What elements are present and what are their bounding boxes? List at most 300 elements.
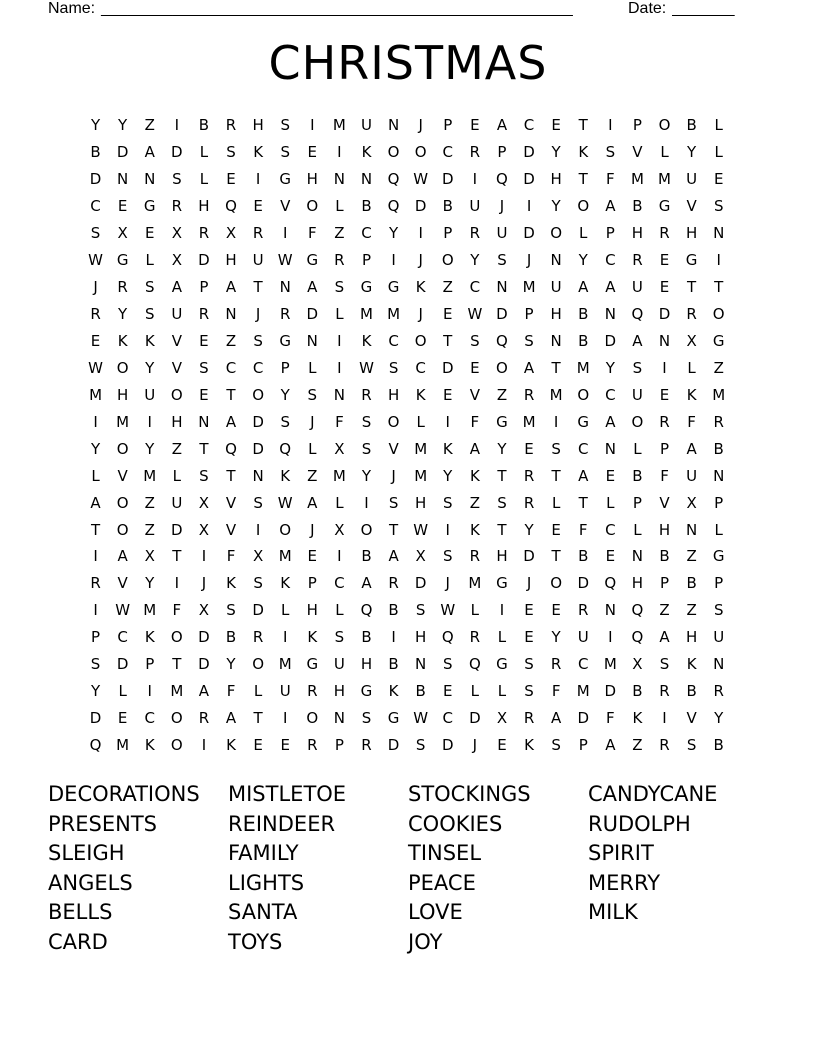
grid-letter: K (144, 628, 155, 647)
grid-letter: I (337, 331, 342, 350)
grid-letter: L (199, 143, 209, 162)
grid-letter: Z (469, 493, 480, 512)
grid-letter: M (414, 439, 428, 458)
grid-letter: C (577, 439, 589, 458)
grid-letter: I (391, 628, 396, 647)
grid-letter: F (606, 170, 615, 189)
grid-letter: P (659, 439, 670, 458)
grid-letter: U (631, 278, 643, 297)
word-list-item: RUDOLPH (588, 811, 691, 836)
grid-letter: K (226, 574, 236, 593)
grid-letter: O (577, 197, 590, 216)
grid-letter: Q (496, 331, 508, 350)
grid-letter: G (685, 251, 698, 270)
grid-letter: B (578, 547, 589, 566)
grid-letter: O (414, 143, 427, 162)
grid-letter: X (334, 439, 345, 458)
grid-letter: T (226, 385, 236, 404)
grid-letter: R (252, 224, 264, 243)
grid-letter: L (470, 682, 480, 701)
grid-letter: M (522, 412, 536, 431)
grid-letter: L (91, 466, 100, 485)
grid-letter: Z (713, 358, 724, 377)
grid-letter: P (443, 224, 453, 243)
grid-letter: I (337, 547, 342, 566)
grid-letter: K (469, 466, 480, 485)
grid-letter: V (686, 709, 697, 728)
grid-letter: Q (387, 197, 400, 216)
grid-letter: N (685, 520, 698, 539)
word-list-item: ANGELS (48, 870, 133, 895)
grid-letter: J (391, 466, 396, 485)
grid-letter: A (198, 682, 210, 701)
grid-letter: J (472, 736, 478, 755)
grid-letter: E (524, 628, 534, 647)
grid-letter: S (361, 709, 372, 728)
grid-letter: Z (686, 547, 697, 566)
grid-letter: Y (687, 143, 697, 162)
grid-letter: I (337, 143, 342, 162)
grid-letter: W (277, 251, 293, 270)
grid-letter: N (658, 331, 671, 350)
grid-letter: S (659, 655, 670, 674)
grid-letter: I (93, 412, 98, 431)
grid-letter: I (662, 709, 667, 728)
grid-letter: L (308, 439, 317, 458)
grid-letter: S (524, 331, 534, 350)
grid-letter: I (310, 116, 315, 135)
grid-letter: N (387, 116, 400, 135)
grid-letter: I (553, 412, 559, 431)
grid-letter: N (550, 331, 562, 350)
grid-letter: W (413, 709, 429, 728)
grid-letter: I (255, 520, 261, 539)
grid-letter: G (658, 197, 671, 216)
grid-letter: S (334, 278, 345, 297)
grid-letter: A (171, 278, 182, 297)
grid-letter: I (472, 170, 478, 189)
grid-letter: Y (118, 116, 128, 135)
grid-letter: X (198, 493, 210, 512)
grid-letter: M (414, 466, 428, 485)
word-list-item: PRESENTS (48, 811, 157, 836)
grid-letter: D (171, 520, 183, 539)
page-title: CHRISTMAS (268, 36, 548, 90)
grid-letter: P (714, 574, 724, 593)
grid-letter: L (118, 682, 127, 701)
grid-letter: L (497, 682, 507, 701)
grid-letter: U (686, 466, 698, 485)
grid-letter: R (90, 574, 101, 593)
grid-letter: I (174, 574, 180, 593)
grid-letter: T (578, 170, 588, 189)
grid-letter: C (388, 331, 399, 350)
grid-letter: E (307, 547, 318, 566)
grid-letter: W (277, 493, 293, 512)
date-label: Date: (628, 0, 667, 17)
word-list-item: LOVE (408, 900, 463, 925)
grid-letter: K (578, 143, 589, 162)
grid-letter: O (116, 520, 129, 539)
grid-letter: N (279, 278, 291, 297)
grid-letter: S (253, 331, 263, 350)
grid-letter: E (199, 385, 209, 404)
grid-letter: P (632, 116, 642, 135)
grid-letter: M (143, 466, 157, 485)
grid-letter: Q (631, 305, 644, 324)
grid-letter: M (468, 574, 482, 593)
grid-letter: R (198, 305, 210, 324)
grid-letter: I (255, 170, 261, 189)
grid-letter: C (605, 520, 616, 539)
grid-letter: A (686, 439, 697, 458)
grid-letter: A (578, 466, 589, 485)
grid-letter: Z (496, 385, 508, 404)
grid-letter: L (145, 251, 154, 270)
word-list-item: REINDEER (228, 811, 336, 836)
grid-letter: Y (118, 305, 128, 324)
grid-letter: Y (524, 520, 534, 539)
grid-letter: D (496, 305, 508, 324)
grid-letter: O (387, 143, 400, 162)
grid-letter: P (578, 736, 588, 755)
grid-letter: D (658, 305, 671, 324)
grid-letter: B (686, 574, 697, 593)
grid-letter: Z (334, 224, 345, 243)
grid-letter: L (714, 143, 723, 162)
grid-letter: R (713, 682, 724, 701)
grid-letter: O (550, 224, 563, 243)
grid-letter: Q (89, 736, 102, 755)
grid-letter: A (551, 709, 562, 728)
grid-letter: S (551, 439, 561, 458)
grid-letter: Q (279, 439, 292, 458)
grid-letter: Z (659, 601, 670, 620)
grid-letter: K (686, 385, 697, 404)
grid-letter: F (307, 224, 317, 243)
grid-letter: D (116, 143, 129, 162)
grid-letter: I (608, 628, 613, 647)
grid-letter: J (310, 520, 315, 539)
grid-letter: D (523, 170, 535, 189)
grid-letter: M (549, 385, 563, 404)
grid-letter: B (659, 547, 670, 566)
grid-letter: S (713, 601, 724, 620)
grid-letter: S (524, 682, 534, 701)
grid-letter: K (415, 278, 426, 297)
grid-letter: P (714, 493, 724, 512)
grid-letter: X (415, 547, 426, 566)
grid-letter: O (279, 520, 292, 539)
grid-letter: L (335, 601, 344, 620)
grid-letter: L (660, 143, 669, 162)
grid-letter: G (116, 251, 129, 270)
grid-letter: U (469, 197, 481, 216)
grid-letter: R (632, 251, 643, 270)
grid-letter: G (387, 709, 400, 728)
grid-letter: D (523, 224, 535, 243)
grid-letter: L (199, 170, 209, 189)
grid-letter: S (199, 358, 209, 377)
grid-letter: I (445, 412, 450, 431)
grid-letter: S (280, 412, 290, 431)
grid-letter: C (225, 358, 237, 377)
grid-letter: E (470, 358, 480, 377)
grid-letter: Y (90, 439, 101, 458)
grid-letter: E (551, 520, 561, 539)
grid-letter: K (469, 520, 480, 539)
grid-letter: S (307, 385, 318, 404)
grid-letter: Y (226, 655, 236, 674)
grid-letter: M (116, 736, 130, 755)
grid-letter: I (364, 493, 369, 512)
grid-letter: U (550, 278, 562, 297)
grid-letter: R (469, 143, 481, 162)
grid-letter: N (360, 170, 373, 189)
grid-letter: Q (631, 628, 644, 647)
grid-letter: G (577, 412, 590, 431)
grid-letter: A (225, 278, 237, 297)
date-line: _______ (672, 0, 735, 17)
grid-letter: F (226, 547, 236, 566)
grid-letter: S (470, 331, 480, 350)
grid-letter: Q (225, 197, 237, 216)
grid-letter: I (608, 116, 613, 135)
grid-letter: E (551, 601, 561, 620)
grid-letter: C (605, 251, 616, 270)
grid-letter: I (282, 628, 288, 647)
grid-letter: K (307, 628, 318, 647)
grid-letter: R (225, 116, 237, 135)
grid-letter: F (172, 601, 182, 620)
grid-letter: K (415, 385, 426, 404)
grid-letter: E (605, 466, 616, 485)
grid-letter: D (198, 251, 210, 270)
grid-letter: G (496, 655, 508, 674)
grid-letter: K (253, 143, 264, 162)
grid-letter: X (117, 224, 128, 243)
grid-letter: V (632, 143, 643, 162)
grid-letter: K (524, 736, 534, 755)
header (48, 0, 735, 18)
grid-letter: K (226, 736, 236, 755)
grid-letter: N (333, 385, 345, 404)
grid-letter: A (307, 278, 318, 297)
grid-letter: O (712, 305, 725, 324)
grid-letter: U (171, 305, 183, 324)
word-list-item: SANTA (228, 900, 298, 925)
grid-letter: L (633, 520, 642, 539)
grid-letter: K (632, 709, 643, 728)
grid-letter: H (658, 520, 671, 539)
grid-letter: H (415, 628, 427, 647)
grid-letter: L (253, 682, 263, 701)
grid-letter: K (361, 331, 372, 350)
grid-letter: D (441, 736, 454, 755)
grid-letter: M (387, 305, 401, 324)
grid-letter: A (659, 628, 670, 647)
word-list-item: TINSEL (408, 841, 482, 866)
grid-letter: J (499, 197, 505, 216)
grid-letter: R (171, 197, 183, 216)
grid-letter: S (551, 736, 561, 755)
grid-letter: Y (470, 251, 480, 270)
grid-letter: Y (551, 628, 561, 647)
grid-letter: G (306, 251, 319, 270)
grid-letter: F (606, 709, 615, 728)
grid-letter: I (201, 736, 207, 755)
grid-letter: R (90, 305, 101, 324)
grid-letter: E (117, 709, 128, 728)
grid-letter: W (467, 305, 483, 324)
grid-letter: S (415, 601, 426, 620)
grid-letter: A (90, 493, 101, 512)
grid-letter: N (631, 547, 644, 566)
grid-letter: R (361, 385, 372, 404)
grid-letter: G (279, 331, 292, 350)
grid-letter: H (415, 493, 427, 512)
grid-letter: O (170, 385, 183, 404)
grid-letter: Z (686, 601, 697, 620)
grid-letter: D (198, 655, 210, 674)
grid-letter: B (632, 682, 643, 701)
grid-letter: E (497, 736, 507, 755)
grid-letter: Q (441, 628, 454, 647)
grid-letter: G (496, 574, 508, 593)
grid-letter: I (93, 601, 98, 620)
grid-letter: X (171, 251, 182, 270)
grid-letter: G (279, 170, 292, 189)
grid-letter: A (605, 278, 616, 297)
grid-letter: U (252, 251, 264, 270)
grid-letter: E (659, 278, 670, 297)
grid-letter: D (89, 170, 102, 189)
grid-letter: V (117, 466, 128, 485)
grid-letter: S (253, 574, 263, 593)
grid-letter: Y (578, 251, 588, 270)
grid-letter: A (225, 709, 237, 728)
grid-letter: R (252, 628, 264, 647)
grid-letter: Y (388, 224, 399, 243)
grid-letter: S (144, 278, 155, 297)
grid-letter: V (171, 358, 182, 377)
grid-letter: A (361, 574, 372, 593)
grid-letter: B (442, 197, 453, 216)
grid-letter: G (712, 547, 725, 566)
grid-letter: M (576, 358, 590, 377)
grid-letter: X (686, 331, 697, 350)
grid-letter: C (144, 709, 155, 728)
grid-letter: N (333, 709, 345, 728)
grid-letter: O (306, 197, 319, 216)
grid-letter: I (716, 251, 721, 270)
grid-letter: R (279, 305, 291, 324)
grid-letter: T (388, 520, 399, 539)
grid-letter: X (171, 224, 182, 243)
grid-letter: T (226, 466, 236, 485)
grid-letter: E (605, 547, 616, 566)
grid-letter: V (225, 520, 237, 539)
grid-letter: C (117, 628, 128, 647)
grid-letter: O (170, 709, 183, 728)
grid-letter: Z (171, 439, 182, 458)
grid-letter: O (116, 439, 129, 458)
grid-letter: C (252, 358, 264, 377)
grid-letter: J (526, 251, 532, 270)
grid-letter: W (88, 358, 103, 377)
grid-letter: L (281, 601, 290, 620)
grid-letter: C (523, 116, 535, 135)
grid-letter: L (579, 224, 588, 243)
grid-letter: S (388, 358, 399, 377)
grid-letter: R (713, 412, 724, 431)
grid-letter: Q (496, 170, 508, 189)
grid-letter: N (306, 331, 318, 350)
grid-letter: D (441, 358, 454, 377)
grid-letter: J (526, 574, 532, 593)
grid-letter: S (144, 305, 155, 324)
grid-letter: M (522, 278, 536, 297)
grid-letter: I (282, 224, 288, 243)
grid-letter: T (90, 520, 101, 539)
grid-letter: S (497, 251, 507, 270)
grid-letter: R (523, 385, 535, 404)
grid-letter: Z (307, 466, 318, 485)
grid-letter: B (90, 143, 101, 162)
grid-letter: E (117, 197, 128, 216)
grid-letter: R (686, 305, 697, 324)
grid-letter: L (497, 628, 507, 647)
grid-letter: C (415, 358, 426, 377)
grid-letter: O (306, 709, 319, 728)
grid-letter: T (578, 493, 588, 512)
grid-letter: B (361, 628, 372, 647)
grid-letter: H (225, 251, 237, 270)
grid-letter: P (91, 628, 101, 647)
grid-letter: J (418, 305, 423, 324)
grid-letter: R (198, 709, 210, 728)
grid-letter: Q (225, 439, 237, 458)
word-list-item: SPIRIT (588, 841, 654, 866)
grid-letter: B (198, 116, 210, 135)
grid-letter: A (605, 736, 616, 755)
grid-letter: N (550, 251, 562, 270)
grid-letter: T (551, 547, 561, 566)
grid-letter: D (523, 143, 535, 162)
grid-letter: J (201, 574, 207, 593)
grid-letter: Q (468, 655, 481, 674)
grid-letter: H (631, 224, 644, 243)
grid-letter: R (334, 251, 345, 270)
word-list-item: CARD (48, 929, 108, 954)
grid-letter: D (198, 628, 210, 647)
grid-letter: T (253, 709, 263, 728)
grid-letter: E (307, 143, 318, 162)
grid-letter: M (278, 655, 292, 674)
grid-letter: S (632, 358, 643, 377)
grid-letter: F (226, 682, 236, 701)
grid-letter: K (144, 736, 155, 755)
grid-letter: D (469, 709, 481, 728)
grid-letter: E (443, 305, 453, 324)
grid-letter: O (360, 520, 373, 539)
grid-letter: N (333, 170, 345, 189)
grid-letter: K (686, 655, 697, 674)
grid-letter: I (174, 116, 180, 135)
grid-letter: E (443, 385, 453, 404)
grid-letter: I (147, 682, 152, 701)
grid-letter: N (496, 278, 508, 297)
